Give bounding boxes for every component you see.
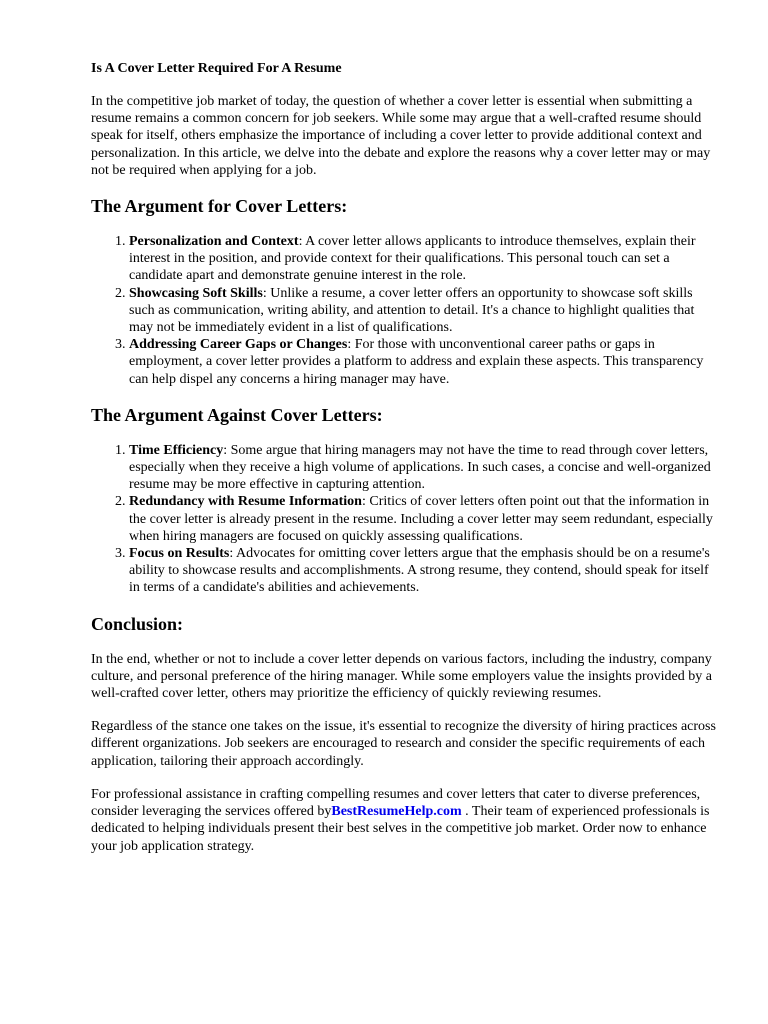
list-item-text: : Critics of cover letters often point out that the information in the cover letter is already present in the resume. Including a cover letter may seem redundant, especially when hiring managers are focused on quickly assessing qualifications. [129,494,713,544]
list-item-text: : For those with unconventional career paths or gaps in employment, a cover letter provides a platform to address and explain these aspects. This transparency can help dispel any concerns a hiring manager may have. [129,337,704,387]
conclusion-paragraph-2: Regardless of the stance one takes on the issue, it's essential to recognize the diversity of hiring practices across different organizations. Job seekers are encouraged to research and consider the specific requirements of each application, tailoring their approach accordingly. [91,719,716,769]
list-item [129,442,721,494]
list-item [129,493,721,545]
section-against-heading: The Argument Against Cover Letters: [91,404,383,425]
conclusion-paragraph-3-lead: For professional assistance in crafting compelling resumes and cover letters that cater to diverse preferences, consider leveraging the services offered by [91,786,701,820]
list-item [129,545,721,597]
conclusion-paragraph-3-tail: . Their team of experienced professionals is dedicated to helping individuals present their best selves in the competitive job market. Order now to enhance your job application strategy. [91,804,710,854]
list-item-term: Time Efficiency [129,442,224,458]
section-for-heading: The Argument for Cover Letters: [91,196,348,217]
section-for-list [91,233,721,388]
document-content [91,60,721,871]
bestresumehelp-link[interactable]: BestResumeHelp.com [331,804,462,820]
intro-paragraph: In the competitive job market of today, the question of whether a cover letter is essential when submitting a resume remains a common concern for job seekers. While some may argue that a well-crafted resume should speak for itself, others emphasize the importance of including a cover letter to provide additional context and personalization. In this article, we delve into the debate and explore the reasons why a cover letter may or may not be required when applying for a job. [91,94,711,178]
list-item-term: Addressing Career Gaps or Changes [129,337,348,353]
list-item [129,336,721,388]
list-item-term: Redundancy with Resume Information [129,494,362,510]
list-item-term: Personalization and Context [129,234,299,250]
conclusion-heading: Conclusion: [91,613,184,634]
list-item [129,233,721,285]
conclusion-paragraph-1: In the end, whether or not to include a cover letter depends on various factors, including the industry, company culture, and personal preference of the hiring manager. While some employers value the insights provided by a well-crafted cover letter, others may prioritize the efficiency of quickly reviewing resumes. [91,651,712,702]
conclusion-paragraph-3 [91,786,721,855]
document-title: Is A Cover Letter Required For A Resume [91,61,342,76]
list-item-term: Showcasing Soft Skills [129,285,263,301]
list-item-term: Focus on Results [129,546,230,562]
section-against-list [91,442,721,597]
list-item-text: : Advocates for omitting cover letters argue that the emphasis should be on a resume's ability to showcase results and accomplishments. A strong resume, they contend, should speak for itself in terms of a candidate's abilities and achievements. [129,546,710,596]
list-item-text: : Unlike a resume, a cover letter offers an opportunity to showcase soft skills such as communication, writing ability, and attention to detail. It's a chance to highlight qualities that may not be immediately evident in a list of qualifications. [129,285,695,336]
list-item [129,285,721,337]
list-item-text: : A cover letter allows applicants to introduce themselves, explain their interest in the position, and provide context for their qualifications. This personal touch can set a candidate apart and demonstrate genuine interest in the role. [129,234,696,284]
list-item-text: : Some argue that hiring managers may not have the time to read through cover letters, especially when they receive a high volume of applications. In such cases, a concise and well-organized resume may be more effective in capturing attention. [129,442,711,493]
